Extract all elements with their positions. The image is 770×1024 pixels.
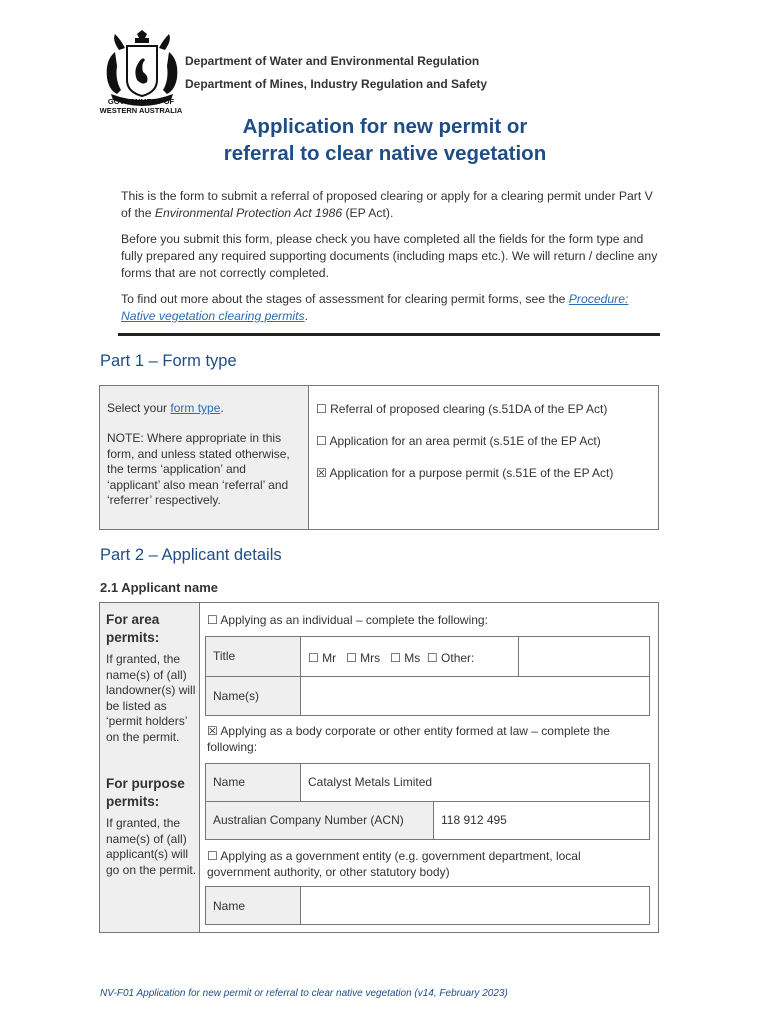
intro-paragraph-1: [121, 188, 661, 222]
government-name-label: Name: [213, 899, 246, 913]
part1-heading: Part 1 – Form type: [100, 352, 237, 370]
purpose-permits-heading: For purpose permits:: [106, 776, 185, 809]
procedure-link[interactable]: Procedure: Native vegetation clearing permits: [121, 292, 629, 323]
form-type-link[interactable]: form type: [170, 401, 221, 415]
select-text-b: .: [220, 401, 224, 415]
checkbox-purpose-permit[interactable]: ☒: [316, 466, 327, 480]
title-other-divider: [518, 637, 519, 676]
title-other-input[interactable]: [520, 638, 648, 675]
option-area-permit[interactable]: [316, 434, 601, 450]
option-purpose-permit-label: Application for a purpose permit (s.51E of the EP Act): [329, 466, 614, 480]
checkbox-area-permit[interactable]: ☐: [316, 434, 327, 448]
department-name-1: Department of Water and Environmental Regulation: [185, 54, 480, 68]
section-divider: [118, 333, 660, 336]
intro-paragraph-2: Before you submit this form, please check you have completed all the fields for the form type and fully prepared any required supporting documents (including maps etc.). We will return / decline any forms that are not correctly completed.: [121, 232, 658, 280]
government-name-input[interactable]: [308, 899, 643, 917]
form-type-cell-divider: [308, 386, 309, 529]
intro-paragraph-3: [121, 291, 661, 325]
option-referral-label: Referral of proposed clearing (s.51DA of the EP Act): [330, 402, 608, 416]
government-col-divider: [300, 887, 301, 924]
acn-label: Australian Company Number (ACN): [213, 813, 404, 827]
title-label: Title: [213, 649, 236, 663]
individual-option[interactable]: ☐ Applying as an individual – complete the following:: [207, 613, 488, 627]
purpose-permits-text: If granted, the name(s) of (all) applicant(s) will go on the permit.: [106, 816, 197, 877]
body-name-col-divider: [300, 764, 301, 801]
body-name-label: Name: [213, 775, 246, 789]
intro-p3-text-a: To find out more about the stages of assessment for clearing permit forms, see the: [121, 292, 569, 306]
government-option[interactable]: ☐ Applying as a government entity (e.g. government department, local government authority, or other statutory body): [207, 849, 581, 879]
intro-p1-act-name: Environmental Protection Act 1986: [154, 206, 343, 220]
crest-caption-line2: WESTERN AUSTRALIA: [99, 106, 183, 115]
names-input[interactable]: [308, 689, 648, 707]
acn-input[interactable]: 118 912 495: [441, 813, 507, 827]
option-area-permit-label: Application for an area permit (s.51E of the EP Act): [329, 434, 601, 448]
area-permits-text: If granted, the name(s) of (all) landowner(s) will be listed as ‘permit holders’ on the permit.: [106, 652, 196, 744]
checkbox-referral[interactable]: ☐: [316, 402, 327, 416]
form-type-note: NOTE: Where appropriate in this form, and unless stated otherwise, the terms ‘application’ and ‘applicant’ also mean ‘referral’ and ‘referrer’ respectively.: [107, 431, 290, 507]
area-permits-heading: For area permits:: [106, 612, 160, 645]
page-title-line1: Application for new permit or: [242, 115, 528, 138]
form-type-select-label: [107, 401, 302, 417]
intro-p3-text-b: .: [304, 309, 308, 323]
department-name-2: Department of Mines, Industry Regulation and Safety: [185, 77, 488, 91]
applicant-name-subheading: 2.1 Applicant name: [100, 580, 218, 595]
names-label: Name(s): [213, 689, 260, 703]
applicant-cell-divider: [199, 603, 200, 932]
acn-col-divider: [433, 802, 434, 839]
footer-document-id: NV-F01 Application for new permit or referral to clear native vegetation (v14, February 2023): [100, 988, 508, 999]
individual-row-divider: [206, 676, 649, 677]
page-title-line2: referral to clear native vegetation: [223, 142, 547, 165]
intro-p1-text-a: This is the form to submit a referral of proposed clearing or apply for a clearing permit under Part V of the: [121, 189, 653, 220]
option-referral[interactable]: [316, 402, 607, 418]
intro-p1-text-b: (EP Act).: [342, 206, 394, 220]
option-purpose-permit[interactable]: [316, 466, 613, 482]
page-title: [0, 113, 770, 167]
body-corporate-option[interactable]: ☒ Applying as a body corporate or other entity formed at law – complete the following:: [207, 724, 610, 754]
title-options[interactable]: ☐ Mr ☐ Mrs ☐ Ms ☐ Other:: [308, 651, 475, 665]
select-text-a: Select your: [107, 401, 171, 415]
crest-caption-line1: GOVERNMENT OF: [107, 97, 175, 106]
body-name-input[interactable]: Catalyst Metals Limited: [308, 775, 433, 789]
part2-heading: Part 2 – Applicant details: [100, 546, 282, 564]
